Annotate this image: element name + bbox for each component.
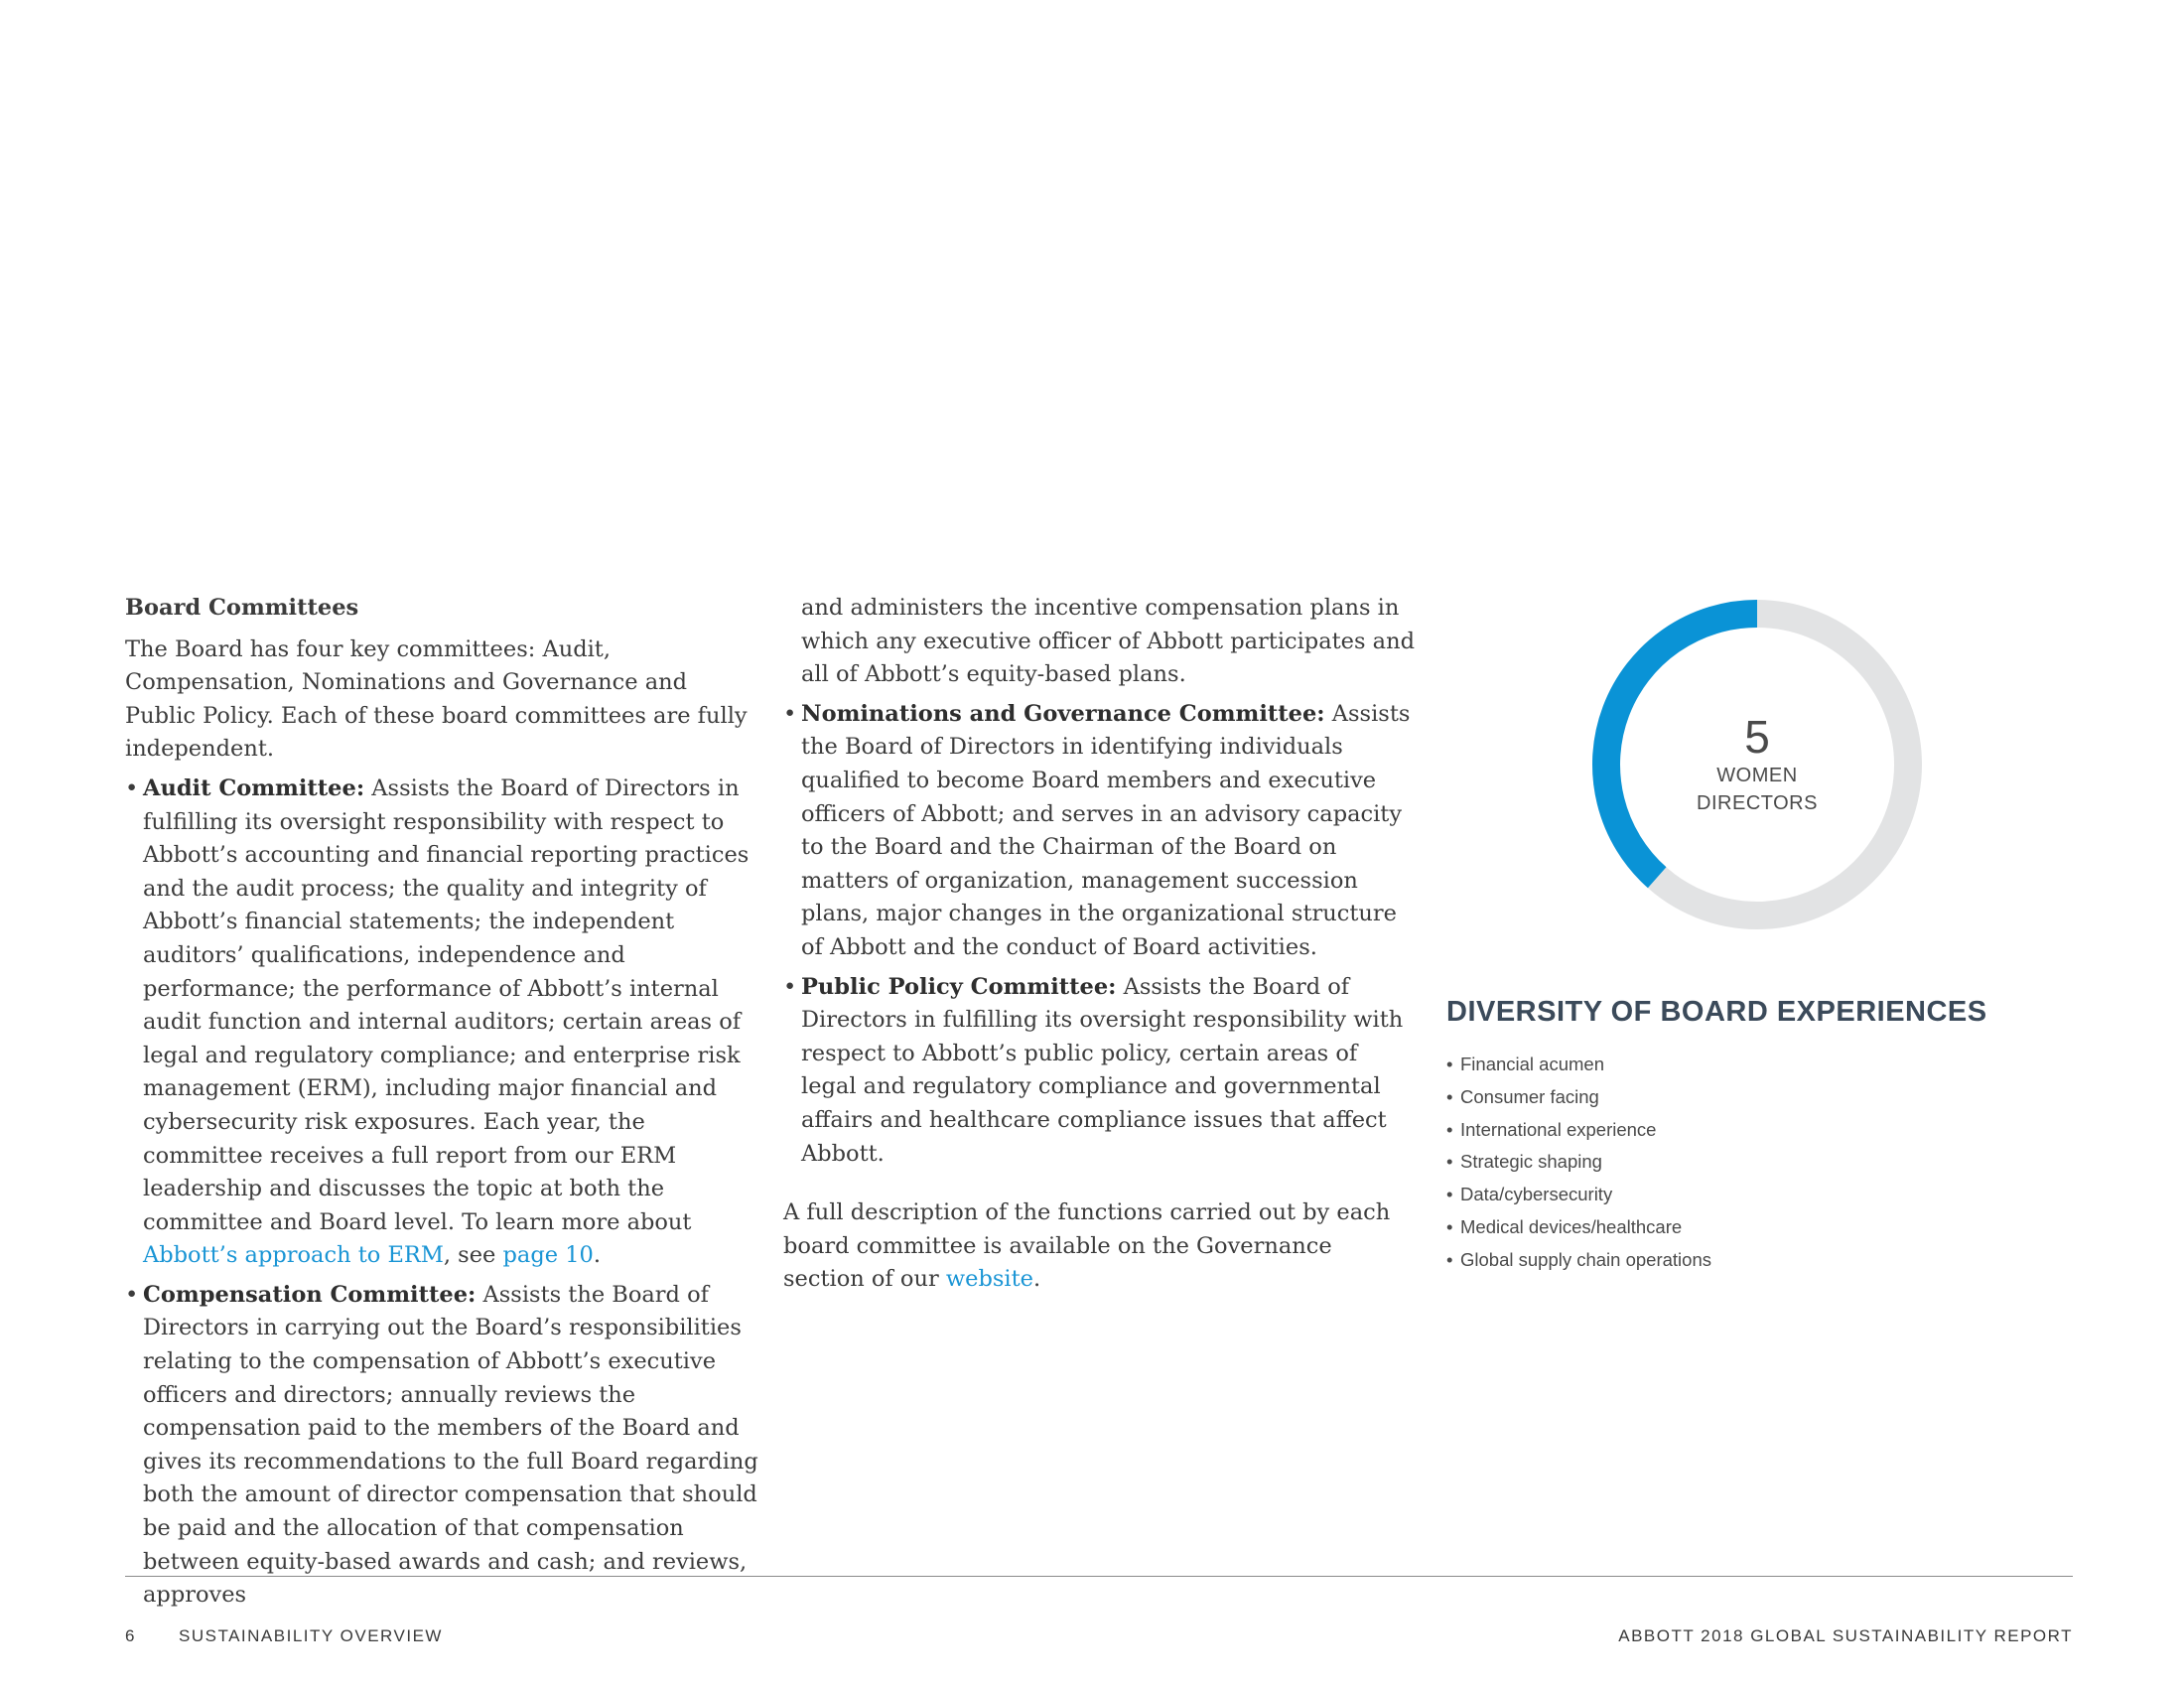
audit-title: Audit Committee: <box>143 774 365 801</box>
middle-column <box>783 592 1419 1297</box>
donut-label-line2: DIRECTORS <box>1697 792 1818 814</box>
footer-section: SUSTAINABILITY OVERVIEW <box>179 1626 443 1645</box>
diversity-item: • Global supply chain operations <box>1446 1244 2082 1277</box>
diversity-item: • Strategic shaping <box>1446 1146 2082 1179</box>
page-10-link[interactable]: page 10 <box>502 1242 594 1269</box>
nominations-title: Nominations and Governance Committee: <box>801 700 1325 727</box>
women-directors-donut <box>1588 596 1926 933</box>
committee-list-continued <box>783 592 1419 1171</box>
diversity-title: DIVERSITY OF BOARD EXPERIENCES <box>1446 996 1987 1028</box>
footer-report-title: ABBOTT 2018 GLOBAL SUSTAINABILITY REPORT <box>1618 1626 2073 1645</box>
page-number: 6 <box>125 1626 136 1645</box>
diversity-item: • Financial acumen <box>1446 1049 2082 1081</box>
public-policy-title: Public Policy Committee: <box>801 973 1117 1000</box>
website-link[interactable]: website <box>945 1266 1033 1293</box>
audit-end: . <box>593 1242 601 1269</box>
footer-divider <box>125 1576 2073 1577</box>
section-heading: Board Committees <box>125 595 359 621</box>
donut-label-line1: WOMEN <box>1716 765 1798 786</box>
compensation-text: Assists the Board of Directors in carrying out the Board’s responsibilities relating to the compensation of Abbott’s executive officers and directors; annually reviews the compensation paid to the members of the Board and gives its recommendations to the full Board regarding both the amount of director compensation that should be paid and the allocation of that compensation between equity-based awards and cash; and reviews, approves <box>143 1281 758 1609</box>
diversity-item: • International experience <box>1446 1114 2082 1147</box>
list-item-compensation <box>125 1279 760 1613</box>
list-item-audit <box>125 773 760 1273</box>
diversity-item: • Medical devices/healthcare <box>1446 1211 2082 1244</box>
audit-text: Assists the Board of Directors in fulfilling its oversight responsibility with respect to Abbott’s accounting and financial reporting practices and the audit process; the quality and integrity of Abbott’s financial statements; the independent auditors’ qualifications, independence and performance; the performance of Abbott’s internal audit function and internal auditors; certain areas of legal and regulatory compliance; and enterprise risk management (ERM), including major financial and cybersecurity risk exposures. Each year, the committee receives a full report from our ERM leadership and discusses the topic at both the committee and Board level. To learn more about <box>143 774 750 1235</box>
left-column <box>125 592 760 1618</box>
list-item-compensation-continued: and administers the incentive compensation plans in which any executive officer of Abbott participates and all of Abbott’s equity-based plans. <box>801 595 1415 688</box>
list-item-public-policy <box>783 971 1419 1172</box>
nominations-text: Assists the Board of Directors in identifying individuals qualified to become Board members and executive officers of Abbott; and serves in an advisory capacity to the Board and the Chairman of the Board on matters of organization, management succession plans, major changes in the organizational structure of Abbott and the conduct of Board activities. <box>801 700 1411 960</box>
closing-end: . <box>1032 1266 1041 1293</box>
closing-paragraph <box>783 1196 1419 1297</box>
erm-approach-link[interactable]: Abbott’s approach to ERM <box>143 1242 444 1269</box>
audit-mid: , see <box>443 1242 503 1269</box>
committee-list <box>125 773 760 1613</box>
intro-paragraph: The Board has four key committees: Audit, Compensation, Nominations and Governance and Public Policy. Each of these board committees are fully independent. <box>125 635 748 763</box>
donut-center <box>1588 596 1926 933</box>
diversity-item: • Data/cybersecurity <box>1446 1179 2082 1211</box>
list-item-nominations <box>783 698 1419 965</box>
compensation-title: Compensation Committee: <box>143 1281 477 1308</box>
diversity-item: • Consumer facing <box>1446 1081 2082 1114</box>
public-policy-text: Assists the Board of Directors in fulfilling its oversight responsibility with respect to Abbott’s public policy, certain areas of legal and regulatory compliance and governmental affairs and healthcare compliance issues that affect Abbott. <box>801 973 1404 1167</box>
closing-text: A full description of the functions carried out by each board committee is available on the Governance section of our <box>783 1199 1391 1293</box>
donut-number: 5 <box>1744 711 1770 763</box>
diversity-list <box>1446 1049 2082 1277</box>
